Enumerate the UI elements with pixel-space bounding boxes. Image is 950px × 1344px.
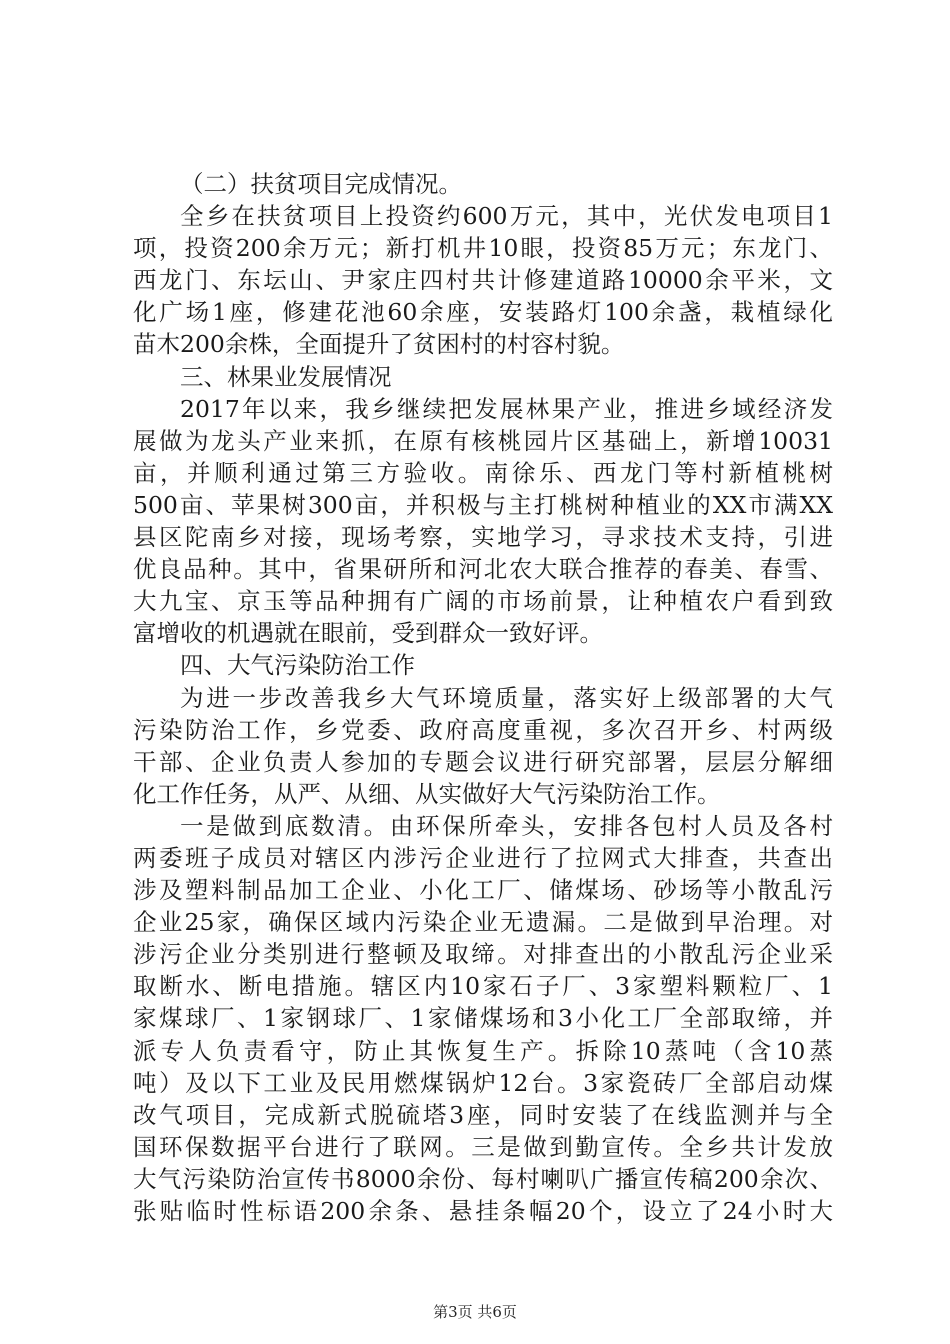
text-line: 涉及塑料制品加工企业、小化工厂、储煤场、砂场等小散乱污 xyxy=(133,876,833,905)
text-line: 展做为龙头产业来抓，在原有核桃园片区基础上，新增10031 xyxy=(133,426,833,455)
text-line: 家煤球厂、1家钢球厂、1家储煤场和3小化工厂全部取缔，并 xyxy=(133,1004,833,1033)
text-line: 化工作任务，从严、从细、从实做好大气污染防治工作。 xyxy=(133,779,721,808)
text-line: 污染防治工作，乡党委、政府高度重视，多次召开乡、村两级 xyxy=(133,715,833,744)
text-line: 改气项目，完成新式脱硫塔3座，同时安装了在线监测并与全 xyxy=(133,1100,833,1129)
text-line: 国环保数据平台进行了联网。三是做到勤宣传。全乡共计发放 xyxy=(133,1132,833,1161)
text-line: 四、大气污染防治工作 xyxy=(180,651,415,680)
text-line: 两委班子成员对辖区内涉污企业进行了拉网式大排查，共查出 xyxy=(133,843,833,872)
text-line: 为进一步改善我乡大气环境质量，落实好上级部署的大气 xyxy=(180,683,833,712)
page-number-footer: 第3页 共6页 xyxy=(433,1303,517,1321)
text-line: 一是做到底数清。由环保所牵头，安排各包村人员及各村 xyxy=(180,811,833,840)
text-line: 亩，并顺利通过第三方验收。南徐乐、西龙门等村新植桃树 xyxy=(133,458,833,487)
text-line: 500亩、苹果树300亩，并积极与主打桃树种植业的XX市满XX xyxy=(133,490,833,519)
text-line: 西龙门、东坛山、尹家庄四村共计修建道路10000余平米，文 xyxy=(133,266,833,295)
text-line: 优良品种。其中，省果研所和河北农大联合推荐的春美、春雪、 xyxy=(133,555,833,584)
text-line: 涉污企业分类别进行整顿及取缔。对排查出的小散乱污企业采 xyxy=(133,940,833,969)
text-line: 全乡在扶贫项目上投资约600万元，其中，光伏发电项目1 xyxy=(180,202,833,231)
text-line: 张贴临时性标语200余条、悬挂条幅20个，设立了24小时大 xyxy=(133,1197,833,1225)
text-line: 化广场1座，修建花池60余座，安装路灯100余盏，栽植绿化 xyxy=(133,298,833,327)
text-line: 项，投资200余万元；新打机井10眼，投资85万元；东龙门、 xyxy=(133,234,833,263)
text-line: 派专人负责看守，防止其恢复生产。拆除10蒸吨（含10蒸 xyxy=(133,1036,833,1065)
text-line: 取断水、断电措施。辖区内10家石子厂、3家塑料颗粒厂、1 xyxy=(133,972,833,1001)
text-line: 三、林果业发展情况 xyxy=(180,362,392,391)
text-line: 富增收的机遇就在眼前，受到群众一致好评。 xyxy=(133,619,603,648)
text-line: 大气污染防治宣传书8000余份、每村喇叭广播宣传稿200余次、 xyxy=(133,1164,833,1193)
text-line: 吨）及以下工业及民用燃煤锅炉12台。3家瓷砖厂全部启动煤 xyxy=(133,1068,833,1097)
text-line: 苗木200余株，全面提升了贫困村的村容村貌。 xyxy=(133,330,625,359)
text-line: 干部、企业负责人参加的专题会议进行研究部署，层层分解细 xyxy=(133,747,833,776)
text-line: 大九宝、京玉等品种拥有广阔的市场前景，让种植农户看到致 xyxy=(133,587,833,616)
text-line: 县区陀南乡对接，现场考察，实地学习，寻求技术支持，引进 xyxy=(133,523,833,552)
text-line: （二）扶贫项目完成情况。 xyxy=(180,170,462,198)
text-line: 企业25家，确保区域内污染企业无遗漏。二是做到早治理。对 xyxy=(133,908,833,937)
text-line: 2017年以来，我乡继续把发展林果产业，推进乡域经济发 xyxy=(180,394,833,423)
document-body xyxy=(133,168,833,1227)
